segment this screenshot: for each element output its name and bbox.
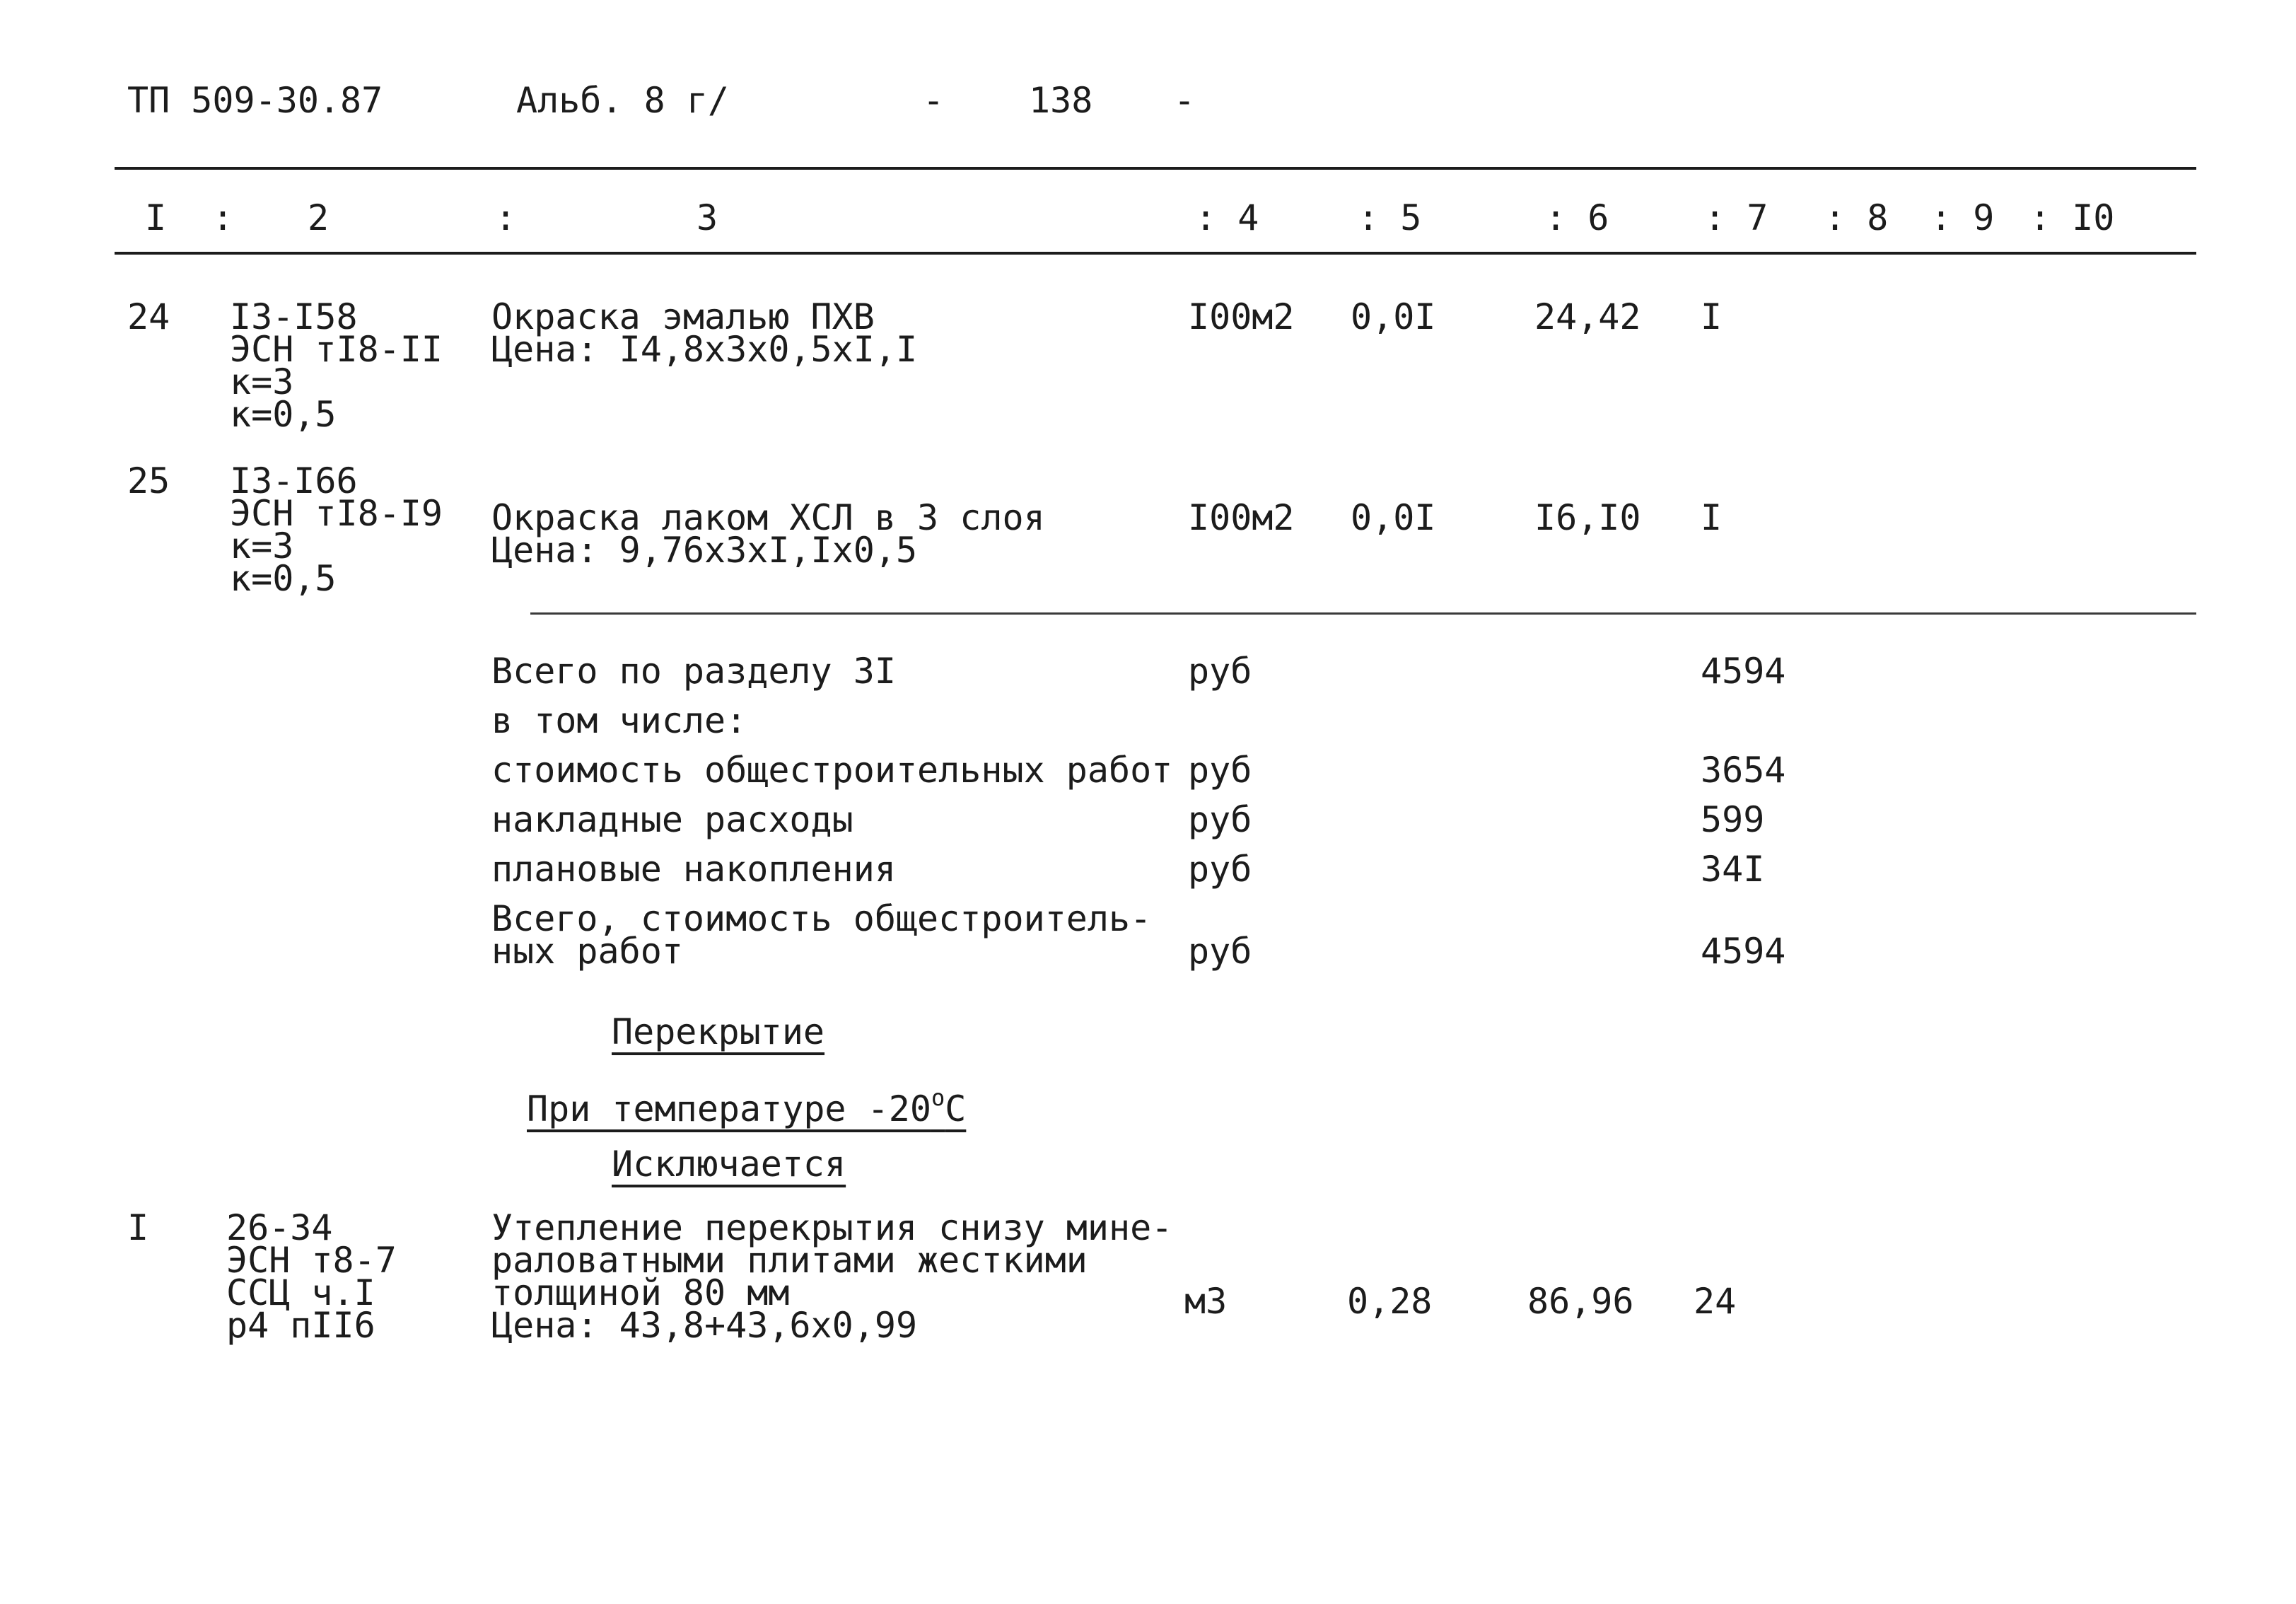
work-description: толщиной 80 мм	[491, 1272, 790, 1313]
col-sep-1: :	[212, 197, 234, 238]
summary-label: Всего по разделу 3I	[491, 651, 896, 692]
norm-code: р4 пII6	[226, 1305, 375, 1346]
row-number: 24	[127, 296, 170, 337]
degree-mark: о	[931, 1084, 945, 1111]
summary-unit: руб	[1188, 799, 1252, 840]
col-4: : 4	[1195, 197, 1259, 238]
total-cost: I	[1701, 497, 1723, 538]
norm-code: 26-34	[226, 1207, 333, 1248]
col-1: I	[145, 197, 167, 238]
unit: м3	[1184, 1281, 1228, 1322]
summary-value: 4594	[1701, 931, 1786, 972]
album-label: Альб. 8 г/	[516, 80, 730, 121]
norm-code: ЭСН т8-7	[226, 1240, 397, 1281]
row-number: I	[127, 1207, 149, 1248]
norm-code: ЭСН тI8-II	[230, 329, 443, 370]
norm-code: к=0,5	[230, 558, 337, 599]
work-description: Цена: I4,8х3х0,5хI,I	[491, 329, 918, 370]
col-3: 3	[697, 197, 718, 238]
summary-unit: руб	[1188, 931, 1252, 972]
norm-code: I3-I58	[230, 296, 358, 337]
summary-label: Всего, стоимость общестроитель-	[491, 898, 1152, 939]
col-7: : 7	[1704, 197, 1768, 238]
quantity: 0,0I	[1351, 296, 1436, 337]
summary-value: 599	[1701, 799, 1765, 840]
header-dash-right: -	[1174, 80, 1196, 121]
work-description: Окраска лаком ХСЛ в 3 слоя	[491, 497, 1045, 538]
summary-unit: руб	[1188, 750, 1252, 791]
unit-price: 24,42	[1534, 296, 1641, 337]
excluded-heading: Исключается	[612, 1144, 846, 1185]
summary-unit: руб	[1188, 849, 1252, 890]
quantity: 0,28	[1347, 1281, 1433, 1322]
subtitle-unit: С	[945, 1088, 967, 1129]
section-total-rule	[530, 612, 2196, 615]
norm-code: ЭСН тI8-I9	[230, 493, 443, 534]
col-sep-2: :	[495, 197, 517, 238]
norm-code: к=3	[230, 525, 294, 566]
doc-code: ТП 509-30.87	[127, 80, 383, 121]
summary-label: стоимость общестроительных работ	[491, 750, 1173, 791]
summary-value: 34I	[1701, 849, 1765, 890]
norm-code: ССЦ ч.I	[226, 1272, 375, 1313]
row-number: 25	[127, 460, 170, 501]
work-description: Цена: 43,8+43,6х0,99	[491, 1305, 918, 1346]
norm-code: I3-I66	[230, 460, 358, 501]
total-cost: I	[1701, 296, 1723, 337]
col-8: : 8	[1824, 197, 1889, 238]
header-bottom-rule	[115, 252, 2196, 255]
header-dash-left: -	[923, 80, 945, 121]
unit-price: I6,I0	[1534, 497, 1641, 538]
summary-value: 4594	[1701, 651, 1786, 692]
summary-label: ных работ	[491, 931, 683, 972]
col-2: 2	[308, 197, 330, 238]
unit: I00м2	[1188, 497, 1295, 538]
unit-price: 86,96	[1527, 1281, 1634, 1322]
col-9: : 9	[1930, 197, 1995, 238]
work-description: Утепление перекрытия снизу мине-	[491, 1207, 1173, 1248]
work-description: Цена: 9,76х3хI,Iх0,5	[491, 530, 918, 571]
summary-label: в том числе:	[491, 700, 747, 741]
quantity: 0,0I	[1351, 497, 1436, 538]
col-5: : 5	[1358, 197, 1422, 238]
norm-code: к=0,5	[230, 394, 337, 435]
summary-label: накладные расходы	[491, 799, 853, 840]
subtitle-text: При температуре -20	[527, 1088, 931, 1129]
unit: I00м2	[1188, 296, 1295, 337]
work-description: раловатными плитами жесткими	[491, 1240, 1088, 1281]
work-description: Окраска эмалью ПХВ	[491, 296, 875, 337]
header-top-rule	[115, 167, 2196, 170]
total-cost: 24	[1694, 1281, 1737, 1322]
summary-value: 3654	[1701, 750, 1786, 791]
section-title: Перекрытие	[612, 1011, 825, 1052]
col-6: : 6	[1545, 197, 1609, 238]
col-10: : I0	[2029, 197, 2115, 238]
summary-unit: руб	[1188, 651, 1252, 692]
page-number: 138	[1029, 80, 1093, 121]
norm-code: к=3	[230, 361, 294, 402]
summary-label: плановые накопления	[491, 849, 896, 890]
section-subtitle	[527, 1081, 967, 1129]
